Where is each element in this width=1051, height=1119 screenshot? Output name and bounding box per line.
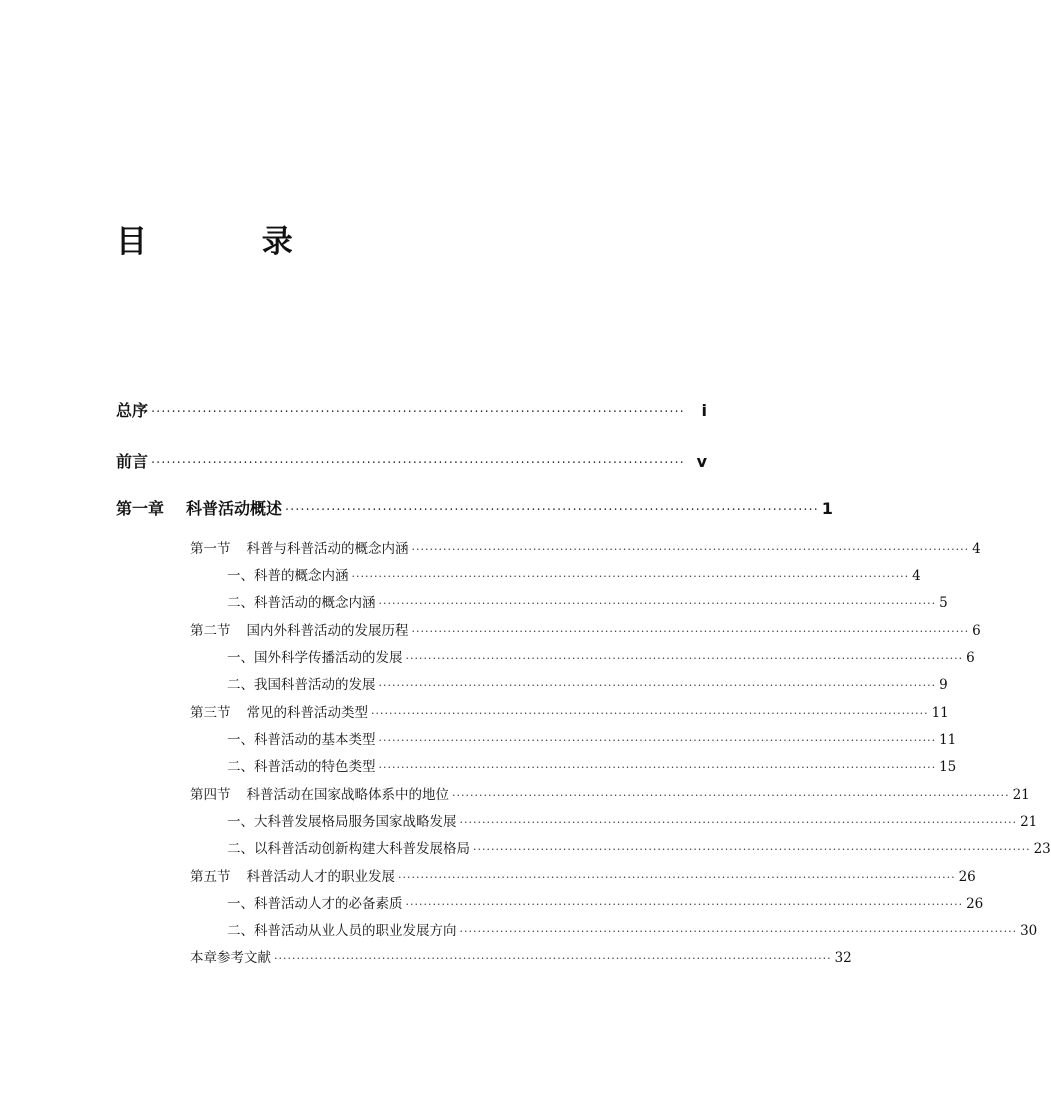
toc-entry-page: 26 xyxy=(958,869,976,885)
toc-entry-title: 一、国外科学传播活动的发展 xyxy=(227,650,403,666)
dot-leader: ···························································································································· xyxy=(378,679,937,692)
toc-entry-page: 5 xyxy=(939,595,948,611)
dot-leader: ···························································································································· xyxy=(371,707,929,720)
toc-entry-title: 常见的科普活动类型 xyxy=(246,705,368,721)
dot-leader: ········································································································ xyxy=(151,456,685,471)
toc-entry-subsection[interactable] xyxy=(227,591,948,611)
dot-leader: ···························································································································· xyxy=(405,652,964,665)
toc-entry-subsection[interactable] xyxy=(227,728,957,748)
toc-entry-title: 科普活动人才的职业发展 xyxy=(246,869,395,885)
dot-leader: ···························································································································· xyxy=(473,843,1031,856)
toc-entry-section[interactable] xyxy=(190,619,981,639)
toc-entry-page: 4 xyxy=(972,541,981,557)
toc-entry-section[interactable] xyxy=(190,537,981,557)
toc-entry-page: 21 xyxy=(1012,787,1030,803)
dot-leader: ···························································································································· xyxy=(411,543,970,556)
toc-entry-number: 第四节 xyxy=(190,787,231,803)
toc-entry-subsection[interactable] xyxy=(227,919,1038,939)
toc-entry-subsection[interactable] xyxy=(227,892,984,912)
toc-entry-section[interactable] xyxy=(190,701,949,721)
page-title: 目 录 xyxy=(116,224,345,260)
toc-entry-title: 一、大科普发展格局服务国家战略发展 xyxy=(227,814,457,830)
toc-entry-page: 32 xyxy=(834,950,852,966)
toc-entry-title: 一、科普活动的基本类型 xyxy=(227,732,376,748)
toc-entry-number: 第三节 xyxy=(190,705,231,721)
dot-leader: ········································································································ xyxy=(151,405,685,420)
toc-entry-page: 9 xyxy=(939,677,948,693)
dot-leader: ···························································································································· xyxy=(274,952,832,965)
toc-entry-page: i xyxy=(701,401,707,420)
toc-entry-title: 科普与科普活动的概念内涵 xyxy=(246,541,409,557)
toc-entry-number: 第一章 xyxy=(116,499,165,518)
toc-entry-title: 二、科普活动的概念内涵 xyxy=(227,595,376,611)
dot-leader: ···························································································································· xyxy=(452,789,1010,802)
toc-entry-title: 总序 xyxy=(116,401,149,420)
toc-entry-title: 一、科普活动人才的必备素质 xyxy=(227,896,403,912)
toc-entry[interactable] xyxy=(116,449,707,472)
toc-entry-page: 11 xyxy=(939,732,957,748)
dot-leader: ···························································································································· xyxy=(459,816,1018,829)
toc-entry-title: 国内外科普活动的发展历程 xyxy=(246,623,409,639)
toc-entry-title: 二、科普活动的特色类型 xyxy=(227,759,376,775)
toc-entry-number: 第二节 xyxy=(190,623,231,639)
dot-leader: ···························································································································· xyxy=(378,761,937,774)
toc-entry-title: 二、科普活动从业人员的职业发展方向 xyxy=(227,923,457,939)
dot-leader: ···························································································································· xyxy=(459,925,1018,938)
toc-entry-page: 1 xyxy=(821,499,833,518)
dot-leader: ···························································································································· xyxy=(411,625,970,638)
toc-entry-section[interactable] xyxy=(190,783,1030,803)
toc-entry-number: 第五节 xyxy=(190,869,231,885)
toc-entry-number: 第一节 xyxy=(190,541,231,557)
toc-entry-page: 15 xyxy=(939,759,957,775)
toc-entry-page: 4 xyxy=(912,568,921,584)
toc-entry-page: 30 xyxy=(1020,923,1038,939)
dot-leader: ···························································································································· xyxy=(378,597,937,610)
dot-leader: ···························································································································· xyxy=(405,898,964,911)
toc-entry-page: 23 xyxy=(1033,841,1051,857)
toc-entry-page: 21 xyxy=(1020,814,1038,830)
toc-entry-title: 前言 xyxy=(116,452,149,471)
toc-entry-chapter[interactable] xyxy=(116,496,833,519)
toc-entry-title: 本章参考文献 xyxy=(190,950,271,966)
toc-entry-subsection[interactable] xyxy=(227,810,1038,830)
toc-entry-section[interactable] xyxy=(190,865,976,885)
toc-entry-page: 11 xyxy=(931,705,949,721)
toc-entry-subsection[interactable] xyxy=(227,564,921,584)
toc-entry-title: 二、以科普活动创新构建大科普发展格局 xyxy=(227,841,470,857)
toc-entry-references[interactable] xyxy=(190,946,852,966)
toc-entry-title: 科普活动概述 xyxy=(186,499,283,518)
toc-entry-page: v xyxy=(696,452,707,471)
toc-entry-subsection[interactable] xyxy=(227,673,948,693)
toc-entry[interactable] xyxy=(116,398,707,421)
dot-leader: ········································································································ xyxy=(285,503,819,518)
dot-leader: ···························································································································· xyxy=(398,871,956,884)
toc-entry-page: 6 xyxy=(966,650,975,666)
toc-entry-subsection[interactable] xyxy=(227,755,957,775)
toc-entry-page: 6 xyxy=(972,623,981,639)
dot-leader: ···························································································································· xyxy=(378,734,937,747)
toc-entry-subsection[interactable] xyxy=(227,837,1051,857)
toc-entry-title: 二、我国科普活动的发展 xyxy=(227,677,376,693)
toc-entry-title: 一、科普的概念内涵 xyxy=(227,568,349,584)
dot-leader: ···························································································································· xyxy=(351,570,910,583)
toc-entry-title: 科普活动在国家战略体系中的地位 xyxy=(246,787,449,803)
toc-entry-subsection[interactable] xyxy=(227,646,975,666)
toc-entry-page: 26 xyxy=(966,896,984,912)
